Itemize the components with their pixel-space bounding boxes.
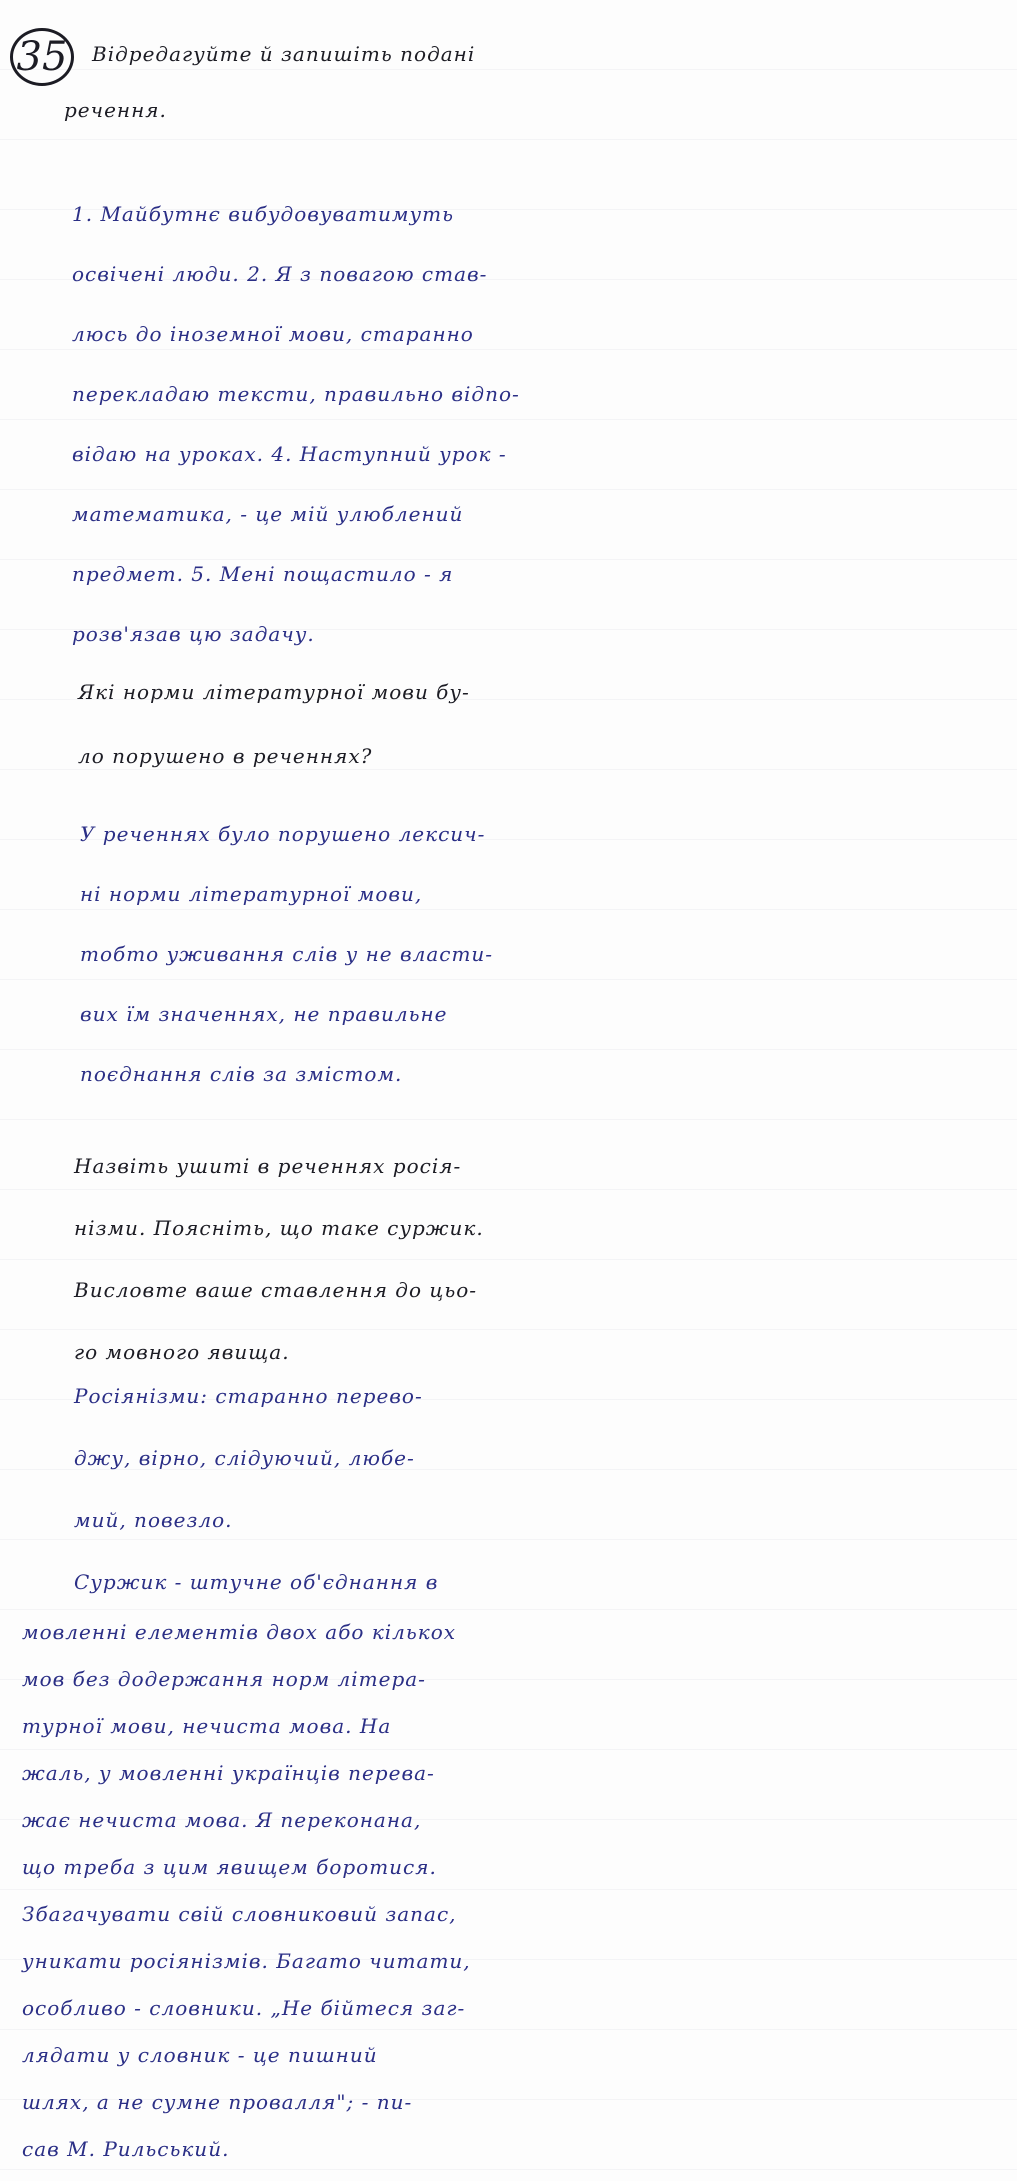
text-line: люсь до іноземної мови, старанно <box>72 322 474 346</box>
answer-surzhyk <box>22 1604 1017 2168</box>
text-line: Висловте ваше ставлення до цьо- <box>74 1278 478 1302</box>
text-line: У реченнях було порушено лексич- <box>80 822 486 846</box>
text-line: лядати у словник - це пишний <box>22 2043 378 2067</box>
text-line: Росіянізми: старанно перево- <box>74 1384 423 1408</box>
text-line: математика, - це мій улюблений <box>72 502 464 526</box>
text-line: відаю на уроках. 4. Наступний урок - <box>72 442 507 466</box>
text-line: жаль, у мовленні українців перева- <box>22 1761 435 1785</box>
edited-sentences <box>72 186 1017 666</box>
text-line: ло порушено в реченнях? <box>78 744 373 768</box>
text-line: нізми. Поясніть, що таке суржик. <box>74 1216 484 1240</box>
text-line: предмет. 5. Мені пощастило - я <box>72 562 454 586</box>
text-line: Суржик - штучне об'єднання в <box>74 1570 439 1594</box>
text-line: сав М. Рильський. <box>22 2137 230 2161</box>
answer-russianisms <box>74 1368 1017 1616</box>
text-line: Назвіть ушиті в реченнях росія- <box>74 1154 462 1178</box>
text-line: Які норми літературної мови бу- <box>78 680 470 704</box>
text-line: мов без додержання норм літера- <box>22 1667 426 1691</box>
exercise-number-circle: 35 <box>10 28 74 86</box>
question-norms <box>78 664 1017 792</box>
text-line: мий, повезло. <box>74 1508 233 1532</box>
text-line: шлях, а не сумне провалля"; - пи- <box>22 2090 413 2114</box>
text-line: мовленні елементів двох або кількох <box>22 1620 457 1644</box>
text-line: речення. <box>64 98 167 122</box>
text-line: жає нечиста мова. Я переконана, <box>22 1808 422 1832</box>
text-line: ні норми літературної мови, <box>80 882 423 906</box>
text-line: Відредагуйте й запишіть подані <box>92 42 476 66</box>
task-surzhyk <box>74 1138 1017 1386</box>
answer-norms <box>80 806 1017 1106</box>
text-line: перекладаю тексти, правильно відпо- <box>72 382 520 406</box>
text-line: освічені люди. 2. Я з повагою став- <box>72 262 488 286</box>
text-line: що треба з цим явищем боротися. <box>22 1855 437 1879</box>
text-line: особливо - словники. „Не бійтеся заг- <box>22 1996 466 2020</box>
text-line: го мовного явища. <box>74 1340 290 1364</box>
text-line: уникати росіянізмів. Багато читати, <box>22 1949 471 1973</box>
text-line: розв'язав цю задачу. <box>72 622 315 646</box>
text-line: турної мови, нечиста мова. На <box>22 1714 392 1738</box>
text-line: Збагачувати свій словниковий запас, <box>22 1902 457 1926</box>
task-title <box>64 26 1017 138</box>
text-line: вих їм значеннях, не правильне <box>80 1002 448 1026</box>
text-line: тобто уживання слів у не власти- <box>80 942 494 966</box>
text-line: поєднання слів за змістом. <box>80 1062 403 1086</box>
text-line: джу, вірно, слідуючий, любе- <box>74 1446 415 1470</box>
text-line: 1. Майбутнє вибудовуватимуть <box>72 202 454 226</box>
